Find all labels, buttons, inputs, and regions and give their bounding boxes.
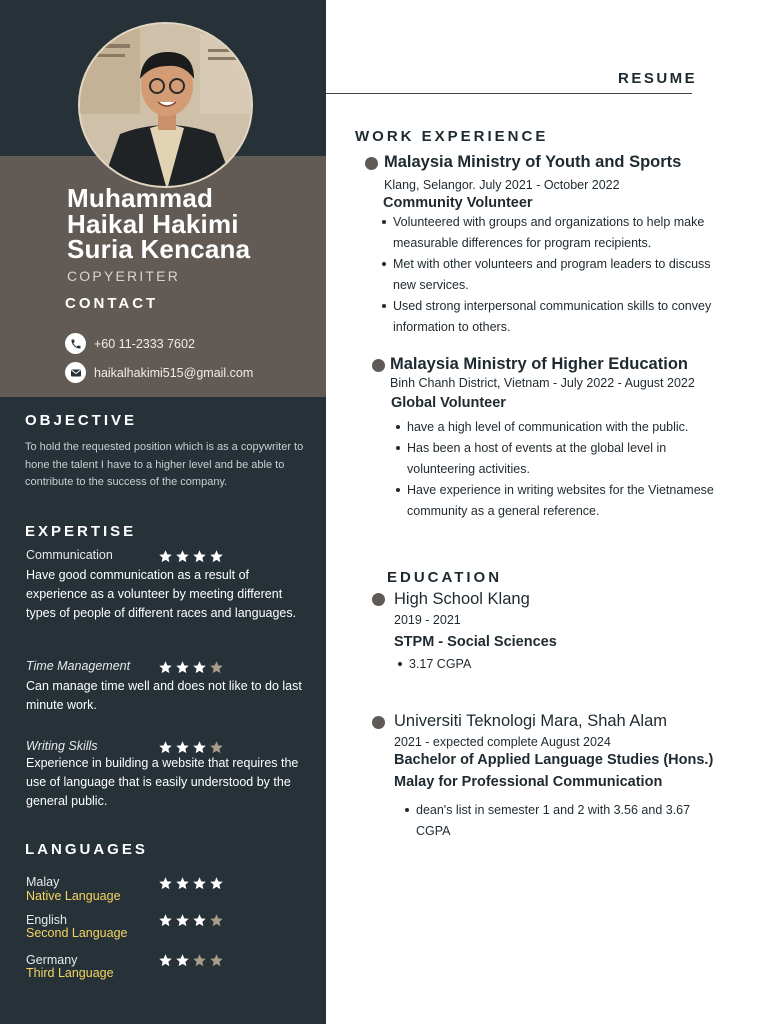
school-years-1: 2019 - 2021 bbox=[394, 613, 461, 627]
list-item: Volunteered with groups and organizations to help make measurable differences for program recipients. bbox=[382, 212, 732, 254]
expertise-heading: EXPERTISE bbox=[25, 523, 137, 540]
profile-photo-illustration bbox=[80, 24, 253, 188]
education-heading: EDUCATION bbox=[387, 569, 503, 586]
star-filled-icon bbox=[209, 876, 224, 891]
language-name-germany: Germany bbox=[26, 953, 78, 967]
list-item: Used strong interpersonal communication skills to convey information to others. bbox=[382, 296, 732, 338]
school-bullets-2 bbox=[405, 800, 715, 842]
language-level-english: Second Language bbox=[26, 926, 128, 940]
language-name-english: English bbox=[26, 913, 67, 927]
skill-description-time-management: Can manage time well and does not like to do last minute work. bbox=[26, 679, 302, 712]
list-item: have a high level of communication with the public. bbox=[396, 417, 716, 438]
star-filled-icon bbox=[209, 549, 224, 564]
star-empty-icon bbox=[209, 660, 224, 675]
skill-label-communication: Communication bbox=[26, 548, 113, 562]
star-filled-icon bbox=[175, 549, 190, 564]
star-filled-icon bbox=[175, 660, 190, 675]
list-item: Has been a host of events at the global level in volunteering activities. bbox=[396, 438, 716, 480]
skill-label-writing-skills: Writing Skills bbox=[26, 739, 98, 753]
timeline-dot bbox=[365, 157, 378, 170]
contact-heading: CONTACT bbox=[65, 295, 159, 312]
list-item: dean's list in semester 1 and 2 with 3.56 and 3.67 CGPA bbox=[405, 800, 715, 842]
phone-number: +60 11-2333 7602 bbox=[94, 336, 195, 351]
list-item: Have experience in writing websites for the Vietnamese community as a general reference. bbox=[396, 480, 716, 522]
job-meta-2: Binh Chanh District, Vietnam - July 2022 - August 2022 bbox=[390, 376, 695, 390]
email-address: haikalhakimi515@gmail.com bbox=[94, 365, 254, 380]
star-filled-icon bbox=[175, 953, 190, 968]
star-filled-icon bbox=[158, 549, 173, 564]
skill-description-communication: Have good communication as a result of experience as a volunteer by meeting different types of people of different races and languages. bbox=[26, 568, 297, 620]
contact-email[interactable] bbox=[65, 362, 253, 383]
language-rating-english bbox=[158, 913, 224, 928]
timeline-dot bbox=[372, 359, 385, 372]
skill-rating-writing-skills bbox=[158, 740, 224, 755]
star-filled-icon bbox=[158, 913, 173, 928]
name-line-3: Suria Kencana bbox=[67, 234, 251, 264]
timeline-dot bbox=[372, 716, 385, 729]
language-rating-germany bbox=[158, 953, 224, 968]
language-rating-malay bbox=[158, 876, 224, 891]
job-bullets-1 bbox=[382, 212, 732, 338]
school-qualification-1: STPM - Social Sciences bbox=[394, 634, 557, 650]
email-icon bbox=[65, 362, 86, 383]
skill-description-writing-skills: Experience in building a website that requires the use of language that is easily understood by the general public. bbox=[26, 756, 299, 808]
timeline-dot bbox=[372, 593, 385, 606]
contact-phone[interactable] bbox=[65, 333, 195, 354]
school-qualification-2a: Bachelor of Applied Language Studies (Hons.) bbox=[394, 752, 714, 768]
candidate-name bbox=[67, 183, 317, 264]
skill-rating-communication bbox=[158, 549, 224, 564]
profile-photo bbox=[78, 22, 253, 188]
star-filled-icon bbox=[175, 740, 190, 755]
star-empty-icon bbox=[192, 953, 207, 968]
star-filled-icon bbox=[192, 913, 207, 928]
star-filled-icon bbox=[158, 953, 173, 968]
header-divider bbox=[326, 93, 692, 94]
star-filled-icon bbox=[158, 660, 173, 675]
job-org-2: Malaysia Ministry of Higher Education bbox=[390, 355, 688, 373]
school-name-1: High School Klang bbox=[394, 590, 530, 608]
star-filled-icon bbox=[158, 740, 173, 755]
job-title: COPYERITER bbox=[67, 268, 181, 284]
job-org-1: Malaysia Ministry of Youth and Sports bbox=[384, 153, 682, 171]
name-line-2: Haikal Hakimi bbox=[67, 208, 239, 239]
school-bullets-1 bbox=[398, 654, 698, 675]
star-filled-icon bbox=[158, 876, 173, 891]
star-empty-icon bbox=[209, 913, 224, 928]
skill-label-time-management: Time Management bbox=[26, 659, 131, 673]
star-filled-icon bbox=[192, 549, 207, 564]
name-line-1: Muhammad bbox=[67, 183, 214, 213]
star-filled-icon bbox=[192, 740, 207, 755]
language-level-germany: Third Language bbox=[26, 966, 114, 980]
star-empty-icon bbox=[209, 953, 224, 968]
star-filled-icon bbox=[192, 876, 207, 891]
work-experience-heading: WORK EXPERIENCE bbox=[355, 128, 549, 145]
phone-icon bbox=[65, 333, 86, 354]
star-filled-icon bbox=[175, 876, 190, 891]
skill-rating-time-management bbox=[158, 660, 224, 675]
language-level-malay: Native Language bbox=[26, 889, 121, 903]
star-filled-icon bbox=[175, 913, 190, 928]
star-empty-icon bbox=[209, 740, 224, 755]
school-years-2: 2021 - expected complete August 2024 bbox=[394, 735, 611, 749]
languages-heading: LANGUAGES bbox=[25, 841, 148, 858]
objective-heading: OBJECTIVE bbox=[25, 412, 138, 429]
job-role-1: Community Volunteer bbox=[383, 195, 533, 211]
school-qualification-2b: Malay for Professional Communication bbox=[394, 774, 663, 790]
job-role-2: Global Volunteer bbox=[391, 395, 506, 411]
language-name-malay: Malay bbox=[26, 875, 60, 889]
school-name-2: Universiti Teknologi Mara, Shah Alam bbox=[394, 712, 667, 730]
job-meta-1: Klang, Selangor. July 2021 - October 2022 bbox=[384, 178, 620, 192]
list-item: 3.17 CGPA bbox=[398, 654, 698, 675]
list-item: Met with other volunteers and program leaders to discuss new services. bbox=[382, 254, 732, 296]
job-bullets-2 bbox=[396, 417, 716, 522]
star-filled-icon bbox=[192, 660, 207, 675]
resume-label: RESUME bbox=[618, 70, 698, 87]
objective-text: To hold the requested position which is as a copywriter to hone the talent I have to a higher level and be able to contribute to the success of the company. bbox=[25, 441, 304, 488]
